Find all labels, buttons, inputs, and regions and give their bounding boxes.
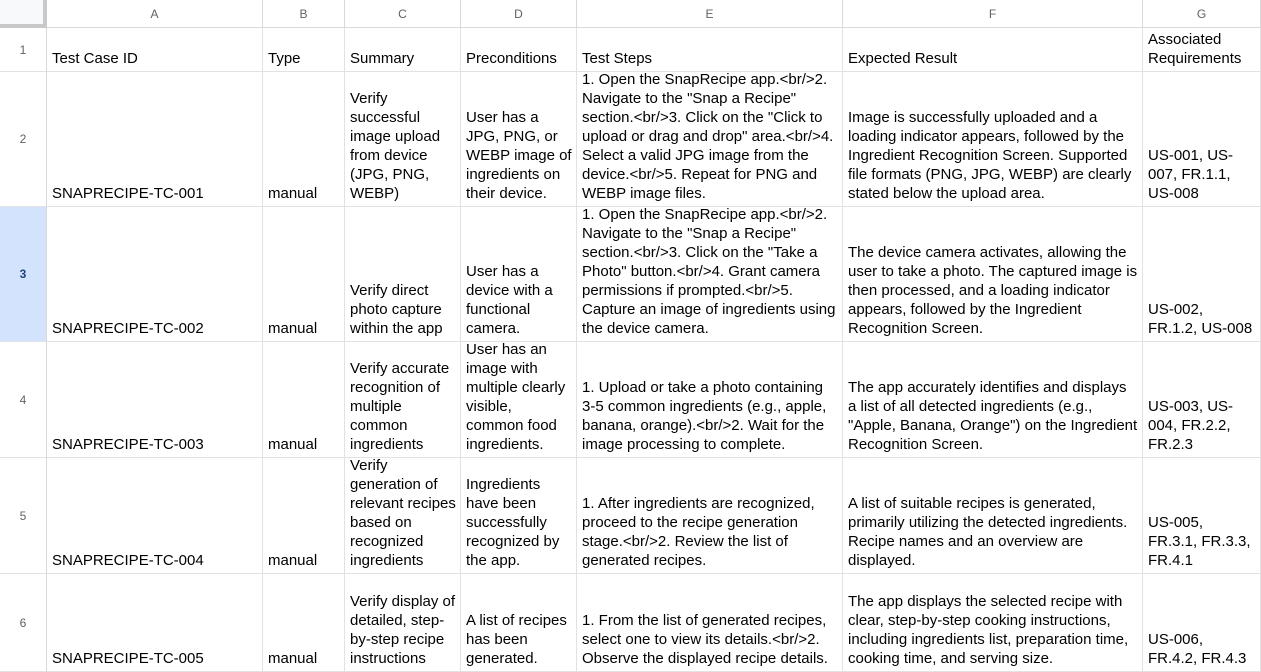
- cell-text: SNAPRECIPE-TC-005: [52, 650, 204, 667]
- cell-e5[interactable]: [577, 458, 843, 574]
- cell-b5[interactable]: [263, 458, 345, 574]
- cell-f3[interactable]: [843, 207, 1143, 342]
- row-header-6[interactable]: 6: [0, 574, 47, 672]
- cell-g5[interactable]: [1143, 458, 1261, 574]
- cell-e4[interactable]: [577, 342, 843, 458]
- row-header-4[interactable]: 4: [0, 342, 47, 458]
- cell-g4[interactable]: [1143, 342, 1261, 458]
- cell-text: US-006, FR.4.2, FR.4.3: [1148, 631, 1247, 667]
- cell-text: 1. Open the SnapRecipe app.<br/>2. Navigate to the "Snap a Recipe" section.<br/>3. Click on the "Click to upload or drag and drop" area.<br/>4. Select a valid JPG image from the device.<br/>5. Repeat for PNG and WEBP image files.: [582, 72, 834, 202]
- cell-text: manual: [268, 650, 318, 667]
- cell-text: SNAPRECIPE-TC-001: [52, 185, 204, 202]
- cell-text: SNAPRECIPE-TC-002: [52, 320, 204, 337]
- cell-c6[interactable]: [345, 574, 461, 672]
- cell-e6[interactable]: [577, 574, 843, 672]
- cell-c3[interactable]: [345, 207, 461, 342]
- cell-c2[interactable]: [345, 72, 461, 207]
- cell-text: User has an image with multiple clearly visible, common food ingredients.: [466, 342, 566, 453]
- cell-d5[interactable]: [461, 458, 577, 574]
- cell-text: manual: [268, 552, 318, 569]
- column-header-g[interactable]: G: [1143, 0, 1261, 28]
- cell-text: manual: [268, 436, 318, 453]
- cell-text: Ingredients have been successfully recognized by the app.: [466, 476, 560, 569]
- cell-text: Verify generation of relevant recipes based on recognized ingredients: [350, 458, 456, 569]
- cell-e3[interactable]: [577, 207, 843, 342]
- cell-text: Verify successful image upload from device (JPG, PNG, WEBP): [350, 90, 441, 202]
- cell-text: A list of recipes has been generated.: [466, 612, 567, 667]
- cell-f5[interactable]: [843, 458, 1143, 574]
- cell-b3[interactable]: [263, 207, 345, 342]
- cell-e1[interactable]: [577, 28, 843, 72]
- cell-text: Type: [268, 50, 301, 67]
- cell-text: Associated Requirements: [1148, 31, 1242, 67]
- cell-text: Image is successfully uploaded and a loading indicator appears, followed by the Ingredient Recognition Screen. Supported file formats (PNG, JPG, WEBP) are clearly stated below the upload area.: [848, 109, 1132, 202]
- cell-text: A list of suitable recipes is generated, primarily utilizing the detected ingredients. Recipe names and an overview are displayed.: [848, 495, 1128, 569]
- cell-a1[interactable]: [47, 28, 263, 72]
- cell-text: Verify direct photo capture within the app: [350, 282, 443, 337]
- cell-text: 1. After ingredients are recognized, proceed to the recipe generation stage.<br/>2. Review the list of generated recipes.: [582, 495, 815, 569]
- cell-c5[interactable]: [345, 458, 461, 574]
- cell-b6[interactable]: [263, 574, 345, 672]
- row-header-3[interactable]: 3: [0, 207, 47, 342]
- cell-b4[interactable]: [263, 342, 345, 458]
- cell-a3[interactable]: [47, 207, 263, 342]
- column-header-e[interactable]: E: [577, 0, 843, 28]
- cell-d2[interactable]: [461, 72, 577, 207]
- cell-d1[interactable]: [461, 28, 577, 72]
- column-header-d[interactable]: D: [461, 0, 577, 28]
- cell-text: Expected Result: [848, 50, 958, 67]
- cell-d4[interactable]: [461, 342, 577, 458]
- cell-b2[interactable]: [263, 72, 345, 207]
- cell-text: User has a JPG, PNG, or WEBP image of ingredients on their device.: [466, 109, 572, 202]
- cell-text: Test Case ID: [52, 50, 138, 67]
- cell-a5[interactable]: [47, 458, 263, 574]
- cell-text: Summary: [350, 50, 415, 67]
- cell-text: US-005, FR.3.1, FR.3.3, FR.4.1: [1148, 514, 1251, 569]
- cell-f2[interactable]: [843, 72, 1143, 207]
- cell-text: Verify display of detailed, step-by-step recipe instructions: [350, 593, 456, 667]
- column-header-c[interactable]: C: [345, 0, 461, 28]
- cell-text: SNAPRECIPE-TC-003: [52, 436, 204, 453]
- cell-g3[interactable]: [1143, 207, 1261, 342]
- cell-text: manual: [268, 320, 318, 337]
- cell-d6[interactable]: [461, 574, 577, 672]
- cell-b1[interactable]: [263, 28, 345, 72]
- cell-c1[interactable]: [345, 28, 461, 72]
- cell-a4[interactable]: [47, 342, 263, 458]
- cell-text: manual: [268, 185, 318, 202]
- cell-text: SNAPRECIPE-TC-004: [52, 552, 204, 569]
- column-header-a[interactable]: A: [47, 0, 263, 28]
- cell-text: User has a device with a functional camera.: [466, 263, 553, 337]
- cell-f1[interactable]: [843, 28, 1143, 72]
- cell-f4[interactable]: [843, 342, 1143, 458]
- select-all-corner[interactable]: [0, 0, 47, 28]
- cell-e2[interactable]: [577, 72, 843, 207]
- cell-text: 1. Open the SnapRecipe app.<br/>2. Navigate to the "Snap a Recipe" section.<br/>3. Click on the "Take a Photo" button.<br/>4. Grant camera permissions if prompted.<br/>5. Capture an image of ingredients using the device camera.: [582, 207, 836, 337]
- cell-text: The app displays the selected recipe with clear, step-by-step cooking instructions, including ingredients list, preparation time, cooking time, and serving size.: [848, 593, 1129, 667]
- row-header-1[interactable]: 1: [0, 28, 47, 72]
- column-header-f[interactable]: F: [843, 0, 1143, 28]
- cell-a6[interactable]: [47, 574, 263, 672]
- cell-text: 1. From the list of generated recipes, select one to view its details.<br/>2. Observe the displayed recipe details.: [582, 612, 828, 667]
- cell-text: US-002, FR.1.2, US-008: [1148, 301, 1253, 337]
- cell-text: The app accurately identifies and displays a list of all detected ingredients (e.g., "Apple, Banana, Orange") on the Ingredient Recognition Screen.: [848, 379, 1138, 453]
- row-header-2[interactable]: 2: [0, 72, 47, 207]
- cell-text: Preconditions: [466, 50, 557, 67]
- column-header-b[interactable]: B: [263, 0, 345, 28]
- cell-a2[interactable]: [47, 72, 263, 207]
- cell-text: US-001, US-007, FR.1.1, US-008: [1148, 147, 1234, 202]
- cell-g6[interactable]: [1143, 574, 1261, 672]
- cell-text: Verify accurate recognition of multiple common ingredients: [350, 360, 450, 453]
- cell-text: Test Steps: [582, 50, 653, 67]
- cell-text: US-003, US-004, FR.2.2, FR.2.3: [1148, 398, 1234, 453]
- cell-g2[interactable]: [1143, 72, 1261, 207]
- cell-d3[interactable]: [461, 207, 577, 342]
- row-header-5[interactable]: 5: [0, 458, 47, 574]
- cell-f6[interactable]: [843, 574, 1143, 672]
- cell-g1[interactable]: [1143, 28, 1261, 72]
- cell-c4[interactable]: [345, 342, 461, 458]
- cell-text: 1. Upload or take a photo containing 3-5 common ingredients (e.g., apple, banana, orange).<br/>2. Wait for the image processing to complete.: [582, 379, 827, 453]
- cell-text: The device camera activates, allowing the user to take a photo. The captured image is then processed, and a loading indicator appears, followed by the Ingredient Recognition Screen.: [848, 244, 1138, 337]
